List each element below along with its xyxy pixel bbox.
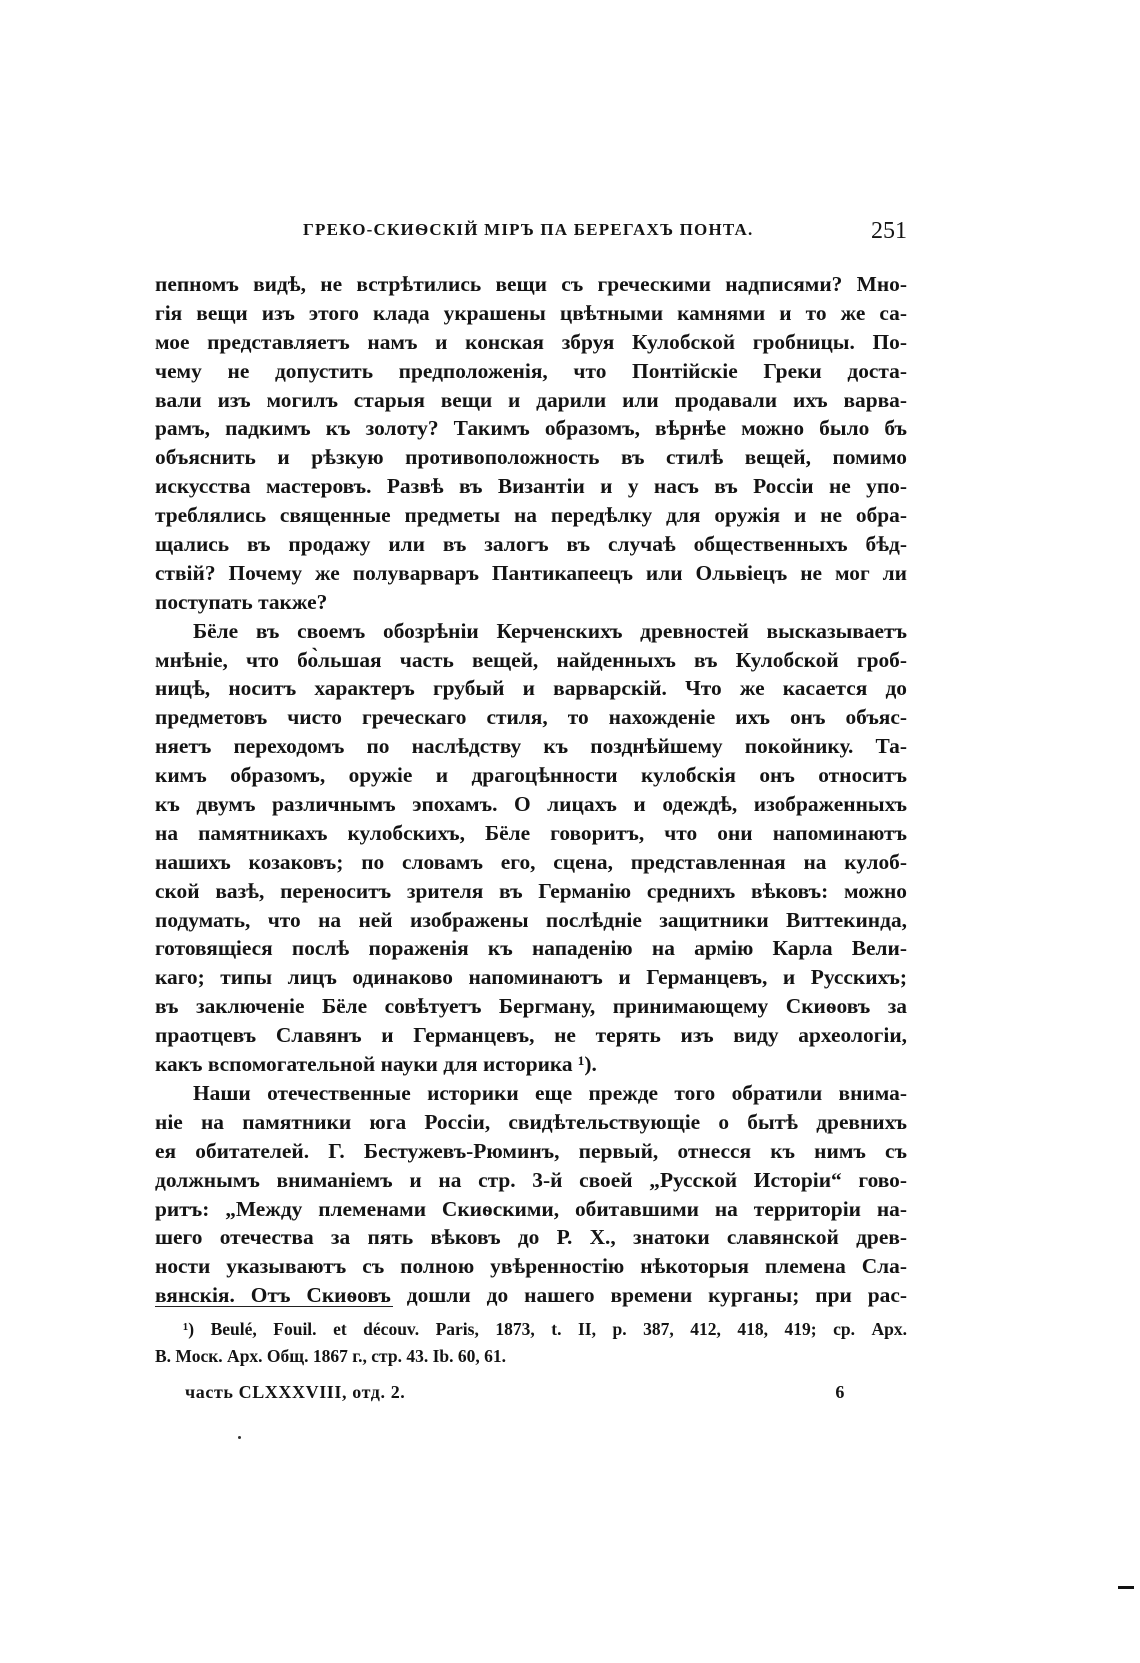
signature-mark: 6 (835, 1382, 845, 1402)
page-header (155, 218, 907, 250)
text-line: щались въ продажу или въ залогъ въ случаѣ общественныхъ бѣд- (155, 532, 907, 557)
text-line: ея обитателей. Г. Бестужевъ-Рюминъ, первый, отнесся къ нимъ съ (155, 1138, 907, 1163)
text-line: поступать также? (155, 589, 328, 614)
text-line: какъ вспомогательной науки для историка ¹). (155, 1052, 597, 1077)
text-line: Бёле въ своемъ обозрѣніи Керченскихъ древностей высказываетъ (193, 618, 907, 643)
text-line: шего отечества за пять вѣковъ до Р. Х., знатоки славянской древ- (155, 1225, 907, 1250)
text-line: рамъ, падкимъ къ золоту? Такимъ образомъ, вѣрнѣе можно было бъ (155, 416, 907, 441)
text-line: кимъ образомъ, оружіе и драгоцѣнности кулобскія онъ относитъ (155, 763, 907, 788)
body-text (155, 270, 907, 1310)
signature-text: часть CLXXXVIII, отд. 2. (185, 1382, 406, 1402)
text-line: въ заключеніе Бёле совѣтуетъ Бергману, принимающему Скиѳовъ за (155, 994, 907, 1019)
page-number: 251 (871, 218, 907, 244)
text-line: должнымъ вниманіемъ и на стр. 3-й своей „Русской Исторіи“ гово- (155, 1167, 907, 1192)
footnote-line: ¹) Beulé, Fouil. et découv. Paris, 1873, t. II, p. 387, 412, 418, 419; ср. Арх. (183, 1319, 907, 1339)
text-line: подумать, что на ней изображены послѣдніе защитники Виттекинда, (155, 907, 907, 932)
text-line: ницѣ, носитъ характеръ грубый и варварскій. Что же касается до (155, 676, 907, 701)
text-line: искусства мастеровъ. Развѣ въ Византіи и у насъ въ Россіи не упо- (155, 474, 907, 499)
footnote-line: В. Моск. Арх. Общ. 1867 г., стр. 43. Ib. 60, 61. (155, 1346, 507, 1366)
text-line: праотцевъ Славянъ и Германцевъ, не терять изъ виду археологіи, (155, 1023, 907, 1048)
footnote-rule (155, 1306, 393, 1307)
text-line: ствій? Почему же полуварваръ Пантикапеецъ или Ольвіецъ не мог ли (155, 560, 907, 585)
text-line: къ двумъ различнымъ эпохамъ. О лицахъ и одеждѣ, изображенныхъ (155, 792, 907, 817)
text-line: чему не допустить предположенія, что Понтійскіе Греки доста- (155, 358, 907, 383)
text-line: гія вещи изъ этого клада украшены цвѣтными камнями и то же са- (155, 300, 907, 325)
text-line: мнѣніе, что бо̀льшая часть вещей, найденныхъ въ Кулобской гроб- (155, 647, 907, 672)
footnote (155, 1316, 907, 1370)
text-line: мое представляетъ намъ и конская збруя Кулобской гробницы. По- (155, 329, 907, 354)
text-line: объяснить и рѣзкую противоположность въ стилѣ вещей, помимо (155, 445, 907, 470)
text-line: треблялись священные предметы на передѣлку для оружія и не обра- (155, 503, 907, 528)
text-line: предметовъ чисто греческаго стиля, то нахожденіе ихъ онъ объяс- (155, 705, 907, 730)
text-line: пепномъ видѣ, не встрѣтились вещи съ греческими надписями? Мно- (155, 272, 907, 296)
printer-signature (185, 1382, 845, 1410)
text-line: ности указываютъ съ полною увѣренностію нѣкоторыя племена Сла- (155, 1254, 907, 1279)
text-line: каго; типы лицъ одинаково напоминаютъ и Германцевъ, и Русскихъ; (155, 965, 907, 990)
text-line: вянскія. Отъ Скиѳовъ дошли до нашего времени курганы; при рас- (155, 1283, 907, 1308)
text-line: ритъ: „Между племенами Скиѳскими, обитавшими на территоріи на- (155, 1196, 907, 1221)
text-line: на памятникахъ кулобскихъ, Бёле говоритъ, что они напоминаютъ (155, 820, 907, 845)
text-line: вали изъ могилъ старыя вещи и дарили или продавали ихъ варва- (155, 387, 907, 412)
text-line: ской вазѣ, переноситъ зрителя въ Германію среднихъ вѣковъ: можно (155, 878, 907, 903)
text-line: нашихъ козаковъ; по словамъ его, сцена, представленная на кулоб- (155, 849, 907, 874)
text-line: ніе на памятники юга Россіи, свидѣтельствующіе о бытѣ древнихъ (155, 1109, 907, 1134)
text-line: няетъ переходомъ по наслѣдству къ позднѣйшему покойнику. Та- (155, 734, 907, 759)
scan-edge-mark (1118, 1586, 1134, 1589)
running-head: ГРЕКО-СКИѲСКІЙ МІРЪ ПА БЕРЕГАХЪ ПОНТА. (303, 220, 754, 239)
text-line: готовящіеся послѣ пораженія къ нападенію на армію Карла Вели- (155, 936, 907, 961)
scan-speck (238, 1436, 241, 1439)
text-line: Наши отечественные историки еще прежде того обратили внима- (193, 1080, 907, 1105)
